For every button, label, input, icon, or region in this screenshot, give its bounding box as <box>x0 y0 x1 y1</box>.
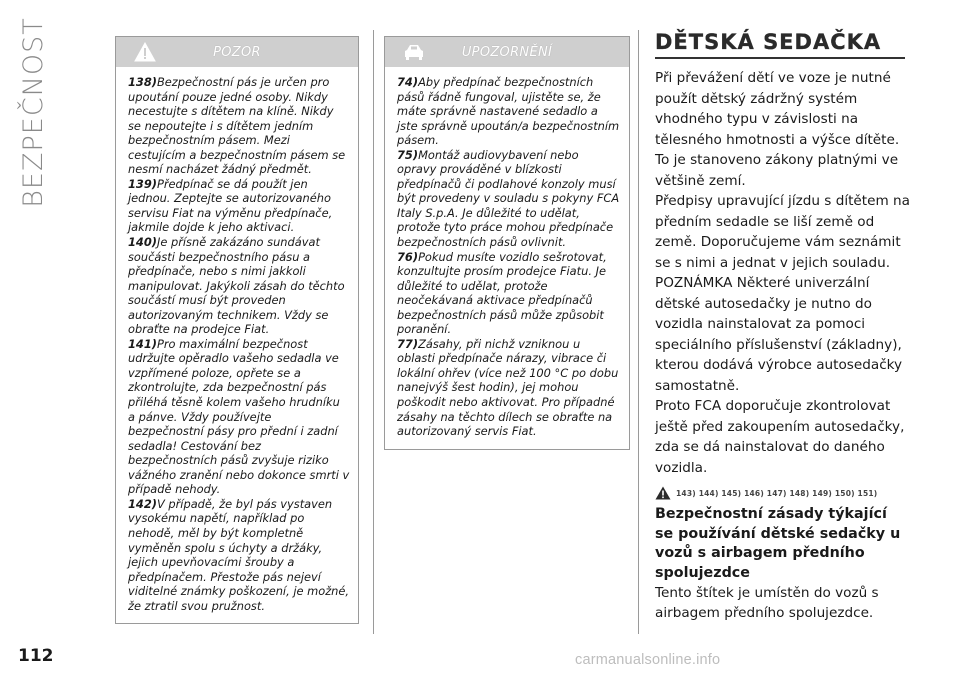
warning-references <box>655 484 910 502</box>
pozor-item: 139)Předpínač se dá použít jen jednou. Zeptejte se autorizovaného servisu Fiat na výměnu předpínače, jakmile dojde k jeho aktivaci. <box>128 176 333 235</box>
warning-triangle-icon <box>134 42 156 62</box>
warning-triangle-icon <box>655 486 671 500</box>
pozor-item: 141)Pro maximální bezpečnost udržujte opěradlo vašeho sedadla ve vzpřímené poloze, opřete se a zkontrolujte, zda bezpečnostní pás přiléhá těsně kolem vašeho hrudníku a pánve. Vždy používejte bezpečnostní pásy pro přední i zadní sedadla! Cestování bez bezpečnostních pásů zvyšuje riziko vážného zranění nebo dokonce smrti v případě nehody. <box>128 336 350 497</box>
pozor-title: POZOR <box>213 44 261 60</box>
reference-numbers: 143) 144) 145) 146) 147) 148) 149) 150) 151) <box>676 488 878 498</box>
pozor-box <box>115 36 359 624</box>
pozor-item: 138)Bezpečnostní pás je určen pro upoutání pouze jedné osoby. Nikdy necestujte s dítětem na klíně. Nikdy se nepoutejte i s dítětem jedním bezpečnostním pásem. Mezi cestujícím a bezpečnostním pásem se nesmí nacházet žádný předmět. <box>128 75 346 177</box>
upozorneni-item: 74)Aby předpínač bezpečnostních pásů řádně fungoval, ujistěte se, že máte správně nastavené sedadlo a jste správně upoután/a bezpečnostním pásem. <box>397 75 620 148</box>
paragraph: Proto FCA doporučuje zkontrolovat ještě před zakoupením autosedačky, zda se dá nainstalovat do daného vozidla. <box>655 398 905 476</box>
watermark: carmanualsonline.info <box>575 652 721 668</box>
paragraph: Při převážení dětí ve voze je nutné použít dětský zádržný systém vhodného typu v závislosti na tělesného hmotnosti a výšce dítěte. To je stanoveno zákony platnými ve většině zemí. <box>655 70 900 189</box>
pozor-item: 142)V případě, že byl pás vystaven vysokému napětí, například po nehodě, měl by být kompletně vyměněn spolu s úchyty a držáky, jejich upevňovacími šrouby a předpínačem. Přestože pás nejeví viditelné známky poškození, je možné, že ztratil svou pružnost. <box>128 496 350 613</box>
right-column <box>655 30 910 623</box>
pozor-body <box>116 67 358 623</box>
upozorneni-body <box>385 67 629 449</box>
paragraph: POZNÁMKA Některé univerzální dětské autosedačky je nutno do vozidla nainstalovat za pomoci speciálního příslušenství (základny), kterou dodává výrobce autosedačky samostatně. <box>655 275 903 394</box>
column-divider-1 <box>373 30 374 634</box>
paragraph: Tento štítek je umístěn do vozů s airbagem předního spolujezdce. <box>655 585 879 621</box>
column-divider-2 <box>638 30 639 634</box>
upozorneni-item: 76)Pokud musíte vozidlo sešrotovat, konzultujte prosím prodejce Fiatu. Je důležité to udělat, protože neočekávaná aktivace předpínačů bezpečnostních pásů může způsobit poranění. <box>397 249 607 337</box>
upozorneni-item: 77)Zásahy, při nichž vzniknou u oblasti předpínače nárazy, vibrace či lokální ohřev (více než 100 °C po dobu nanejvýš šest hodin), jej mohou poškodit nebo aktivovat. Pro případné zásahy na těchto dílech se obraťte na autorizovaný servis Fiat. <box>397 336 619 439</box>
upozorneni-item: 75)Montáž audiovybavení nebo opravy prováděné v blízkosti předpínačů či podlahové konzoly musí být provedeny v souladu s pokyny FCA Italy S.p.A. Je důležité to udělat, protože tyto práce mohou předpínače bezpečnostních pásů ovlivnit. <box>397 147 620 250</box>
upozorneni-box <box>384 36 630 450</box>
pozor-header <box>116 37 358 67</box>
upozorneni-title: UPOZORNĚNÍ <box>461 44 553 60</box>
section-tab <box>8 17 58 208</box>
section-heading: DĚTSKÁ SEDAČKA <box>655 30 905 59</box>
paragraph: Předpisy upravující jízdu s dítětem na předním sedadle se liší země od země. Doporučujeme vám seznámit se s nimi a jednat v jejich souladu. <box>655 193 911 271</box>
section-tab-label: BEZPEČNOST <box>17 17 49 208</box>
page-number: 112 <box>18 646 54 666</box>
subheading: Bezpečnostní zásady týkající se používání dětské sedačky u vozů s airbagem předního spolujezdce <box>655 506 901 581</box>
upozorneni-header <box>385 37 629 67</box>
car-warning-icon <box>403 42 425 62</box>
pozor-item: 140)Je přísně zakázáno sundávat součásti bezpečnostního pásu a předpínače, nebo s nimi jakkoli manipulovat. Jakýkoli zásah do těchto součástí musí být proveden autorizovaným technikem. Vždy se obraťte na prodejce Fiat. <box>128 235 345 337</box>
